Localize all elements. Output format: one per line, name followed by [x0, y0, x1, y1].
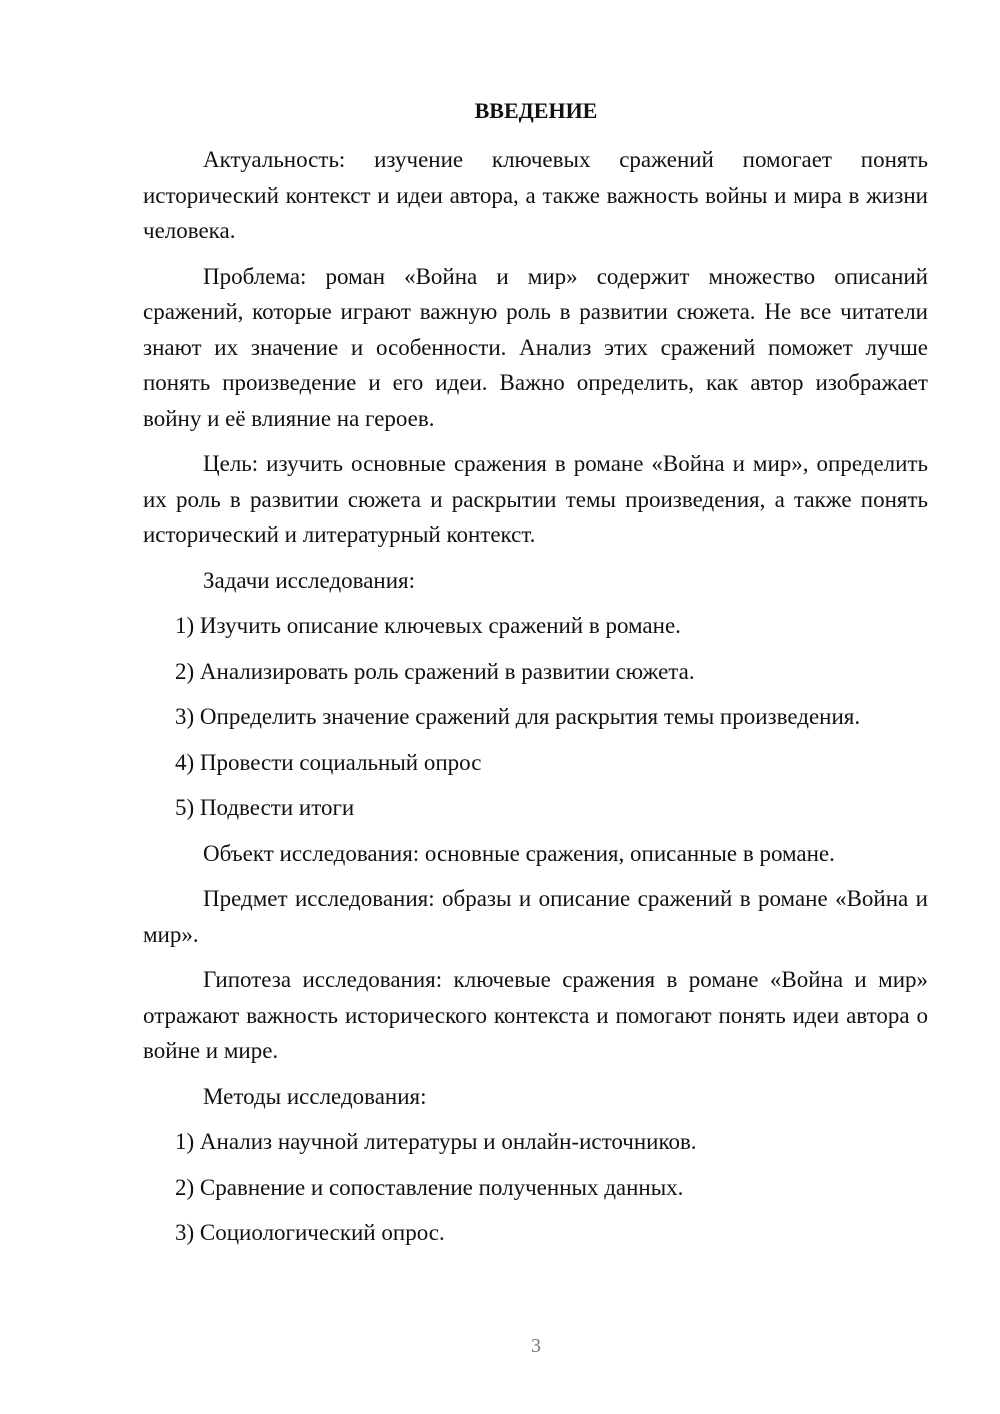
page-number: 3: [531, 1335, 541, 1357]
list-item: 2) Анализировать роль сражений в развитии сюжета.: [175, 658, 695, 684]
list-item: 1) Изучить описание ключевых сражений в романе.: [175, 613, 681, 638]
tasks-list: [143, 608, 928, 826]
goal-paragraph: Цель: изучить основные сражения в романе «Война и мир», определить их роль в развитии сюжета и раскрытии темы произведения, а также понять исторический и литературный контекст.: [143, 451, 928, 547]
subject-paragraph: Предмет исследования: образы и описание сражений в романе «Война и мир».: [143, 886, 928, 947]
list-item: 4) Провести социальный опрос: [175, 749, 482, 775]
problem-paragraph: Проблема: роман «Война и мир» содержит множество описаний сражений, которые играют важную роль в развитии сюжета. Не все читатели знают их значение и особенности. Анализ этих сражений поможет лучше понять произведение и его идеи. Важно определить, как автор изображает войну и её влияние на героев.: [143, 263, 928, 431]
list-item: 2) Сравнение и сопоставление полученных данных.: [175, 1174, 684, 1200]
list-item: 3) Социологический опрос.: [175, 1220, 445, 1245]
list-item: 3) Определить значение сражений для раскрытия темы произведения.: [175, 704, 861, 729]
tasks-label: Задачи исследования:: [203, 567, 416, 593]
relevance-paragraph: Актуальность: изучение ключевых сражений помогает понять исторический контекст и идеи автора, а также важность войны и мира в жизни человека.: [143, 147, 928, 243]
object-paragraph: Объект исследования: основные сражения, описанные в романе.: [203, 840, 835, 866]
methods-label: Методы исследования:: [203, 1083, 427, 1109]
methods-list: [143, 1124, 928, 1251]
list-item: 1) Анализ научной литературы и онлайн-источников.: [175, 1129, 697, 1154]
hypothesis-paragraph: Гипотеза исследования: ключевые сражения в романе «Война и мир» отражают важность исторического контекста и помогают понять идеи автора о войне и мире.: [143, 967, 928, 1063]
page-title: ВВЕДЕНИЕ: [474, 98, 598, 123]
list-item: 5) Подвести итоги: [175, 795, 355, 820]
document-body: [143, 142, 928, 1261]
